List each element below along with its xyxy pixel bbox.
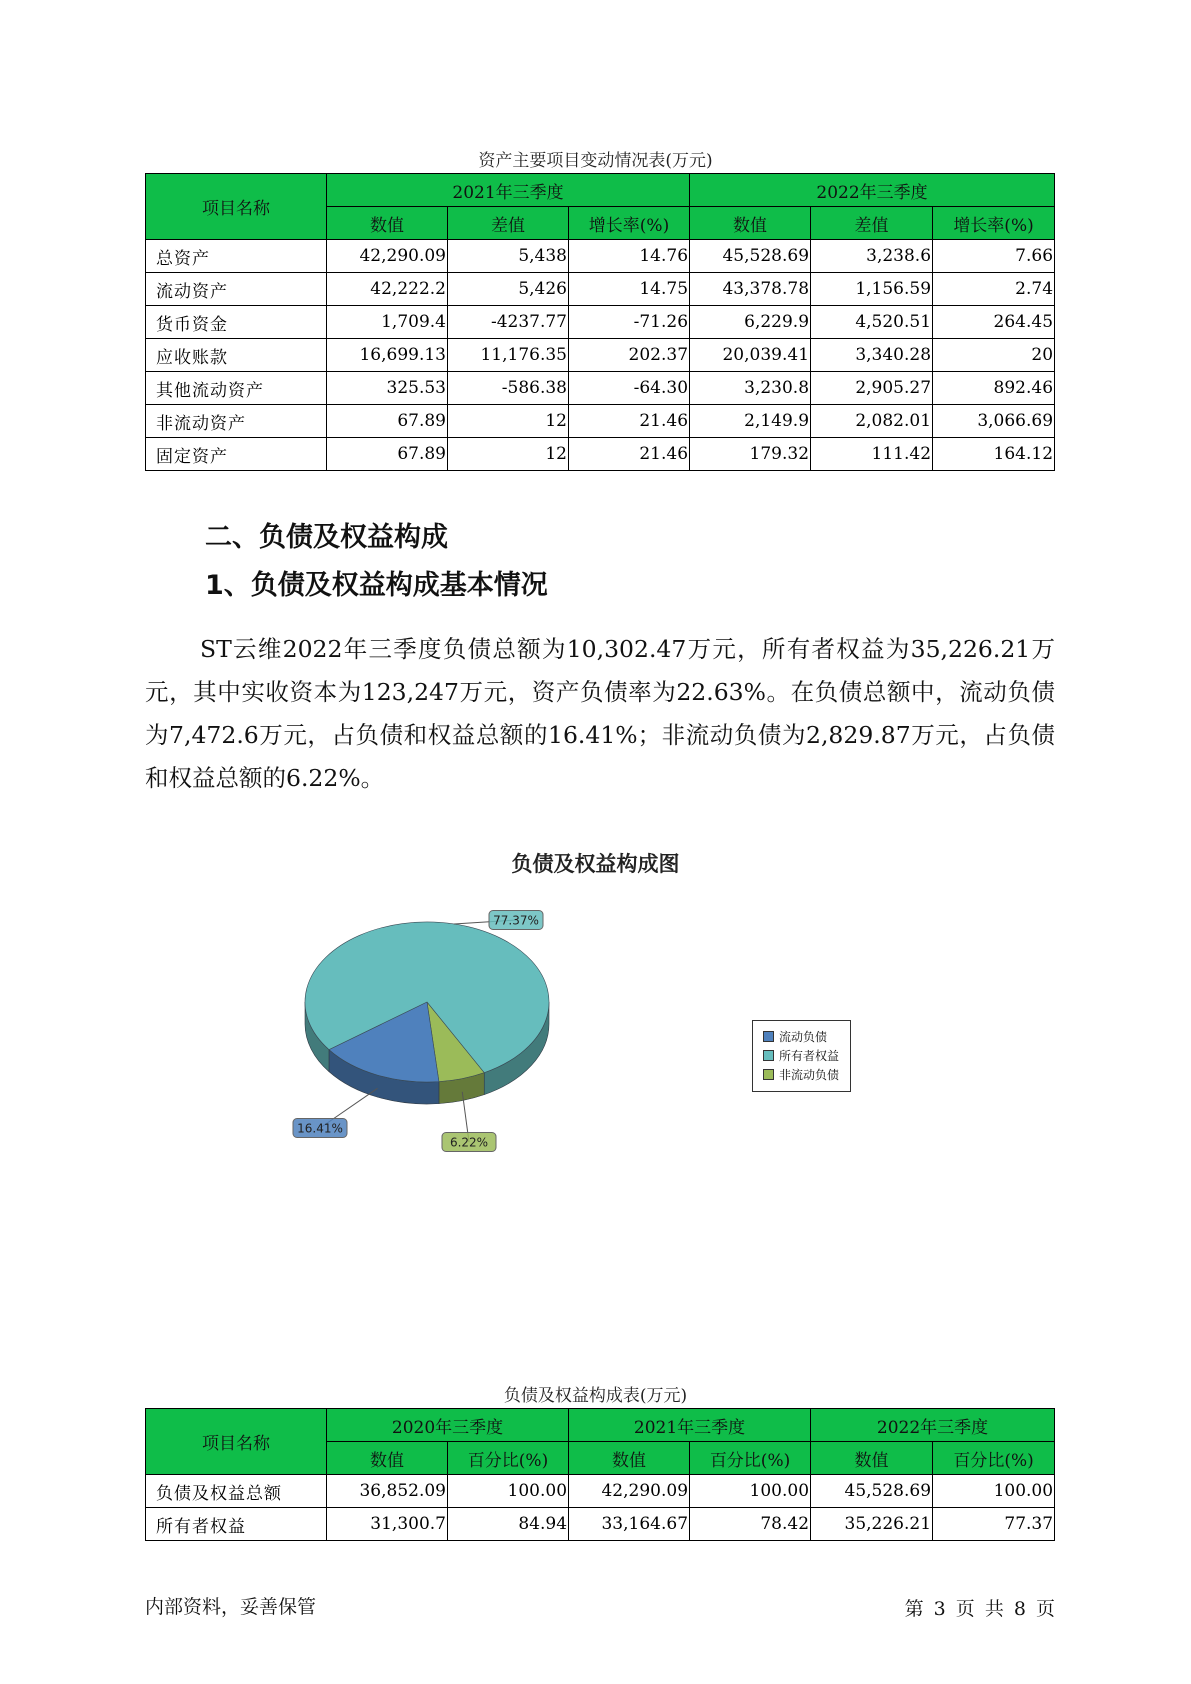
- table-cell: 77.37: [933, 1508, 1055, 1541]
- row-label: 货币资金: [146, 306, 327, 339]
- legend-label: 非流动负债: [779, 1068, 840, 1082]
- table-cell: -4237.77: [448, 306, 569, 339]
- subsection-heading: 1、负债及权益构成基本情况: [205, 570, 548, 601]
- table1-period-header: 2021年三季度: [327, 174, 690, 207]
- column-header: 增长率(%): [933, 207, 1055, 240]
- table1-period-header: 2022年三季度: [690, 174, 1055, 207]
- table-cell: 42,290.09: [569, 1475, 690, 1508]
- table-cell: -64.30: [569, 372, 690, 405]
- table-cell: 164.12: [933, 438, 1055, 471]
- row-label: 总资产: [146, 240, 327, 273]
- table2-period-header: 2020年三季度: [327, 1409, 569, 1442]
- table-cell: -586.38: [448, 372, 569, 405]
- table-cell: 5,438: [448, 240, 569, 273]
- table-cell: 12: [448, 438, 569, 471]
- table-row: [146, 1508, 1055, 1541]
- column-header: 百分比(%): [933, 1442, 1055, 1475]
- column-header: 数值: [690, 207, 811, 240]
- table-cell: 5,426: [448, 273, 569, 306]
- table-cell: 3,340.28: [811, 339, 933, 372]
- table-cell: 45,528.69: [690, 240, 811, 273]
- table-cell: 179.32: [690, 438, 811, 471]
- table-cell: 14.75: [569, 273, 690, 306]
- table-cell: 20,039.41: [690, 339, 811, 372]
- table-row: [146, 1475, 1055, 1508]
- column-header: 数值: [327, 1442, 448, 1475]
- chart-title: 负债及权益构成图: [511, 852, 680, 876]
- table2-period-header: 2021年三季度: [569, 1409, 811, 1442]
- table-cell: 100.00: [448, 1475, 569, 1508]
- legend-swatch: [763, 1031, 774, 1042]
- table-cell: 67.89: [327, 405, 448, 438]
- row-label: 其他流动资产: [146, 372, 327, 405]
- table-cell: 31,300.7: [327, 1508, 448, 1541]
- table-cell: 14.76: [569, 240, 690, 273]
- table-cell: 3,238.6: [811, 240, 933, 273]
- column-header: 数值: [569, 1442, 690, 1475]
- liability-equity-table: [145, 1408, 1055, 1541]
- table-cell: 892.46: [933, 372, 1055, 405]
- table-cell: 2,149.9: [690, 405, 811, 438]
- legend-swatch: [763, 1050, 774, 1061]
- footer-note: 内部资料，妥善保管: [145, 1596, 317, 1618]
- table-cell: -71.26: [569, 306, 690, 339]
- table-cell: 1,709.4: [327, 306, 448, 339]
- legend-label: 所有者权益: [779, 1049, 840, 1063]
- table-cell: 21.46: [569, 405, 690, 438]
- legend-item: [763, 1065, 850, 1084]
- column-header: 数值: [327, 207, 448, 240]
- table-cell: 1,156.59: [811, 273, 933, 306]
- table-cell: 202.37: [569, 339, 690, 372]
- legend-item: [763, 1046, 850, 1065]
- table-cell: 264.45: [933, 306, 1055, 339]
- table-cell: 78.42: [690, 1508, 811, 1541]
- table-cell: 3,066.69: [933, 405, 1055, 438]
- table-cell: 35,226.21: [811, 1508, 933, 1541]
- table-cell: 45,528.69: [811, 1475, 933, 1508]
- table-cell: 43,378.78: [690, 273, 811, 306]
- table-cell: 100.00: [690, 1475, 811, 1508]
- page-number: 第 3 页 共 8 页: [904, 1598, 1055, 1620]
- data-label: 6.22%: [449, 1135, 489, 1150]
- table2-caption: 负债及权益构成表(万元): [503, 1386, 688, 1406]
- column-header: 增长率(%): [569, 207, 690, 240]
- table2-name-header: 项目名称: [146, 1409, 327, 1475]
- table1-caption: 资产主要项目变动情况表(万元): [478, 151, 713, 171]
- section-heading: 二、负债及权益构成: [205, 522, 448, 553]
- column-header: 差值: [448, 207, 569, 240]
- table-cell: 67.89: [327, 438, 448, 471]
- table-cell: 16,699.13: [327, 339, 448, 372]
- table2-period-header: 2022年三季度: [811, 1409, 1055, 1442]
- row-label: 所有者权益: [146, 1508, 327, 1541]
- summary-text: ST云维2022年三季度负债总额为10,302.47万元，所有者权益为35,226.21万元，其中实收资本为123,247万元，资产负债率为22.63%。在负债总额中，流动负债为7,472.6万元，占负债和权益总额的16.41%；非流动负债为2,829.87万元，占负债和权益总额的6.22%。: [145, 635, 1055, 792]
- legend-item: [763, 1027, 850, 1046]
- table-cell: 42,222.2: [327, 273, 448, 306]
- table-cell: 42,290.09: [327, 240, 448, 273]
- table-cell: 6,229.9: [690, 306, 811, 339]
- row-label: 非流动资产: [146, 405, 327, 438]
- table-cell: 7.66: [933, 240, 1055, 273]
- table-cell: 12: [448, 405, 569, 438]
- row-label: 负债及权益总额: [146, 1475, 327, 1508]
- table-cell: 11,176.35: [448, 339, 569, 372]
- table-cell: 111.42: [811, 438, 933, 471]
- row-label: 固定资产: [146, 438, 327, 471]
- table-cell: 325.53: [327, 372, 448, 405]
- row-label: 应收账款: [146, 339, 327, 372]
- table-cell: 20: [933, 339, 1055, 372]
- column-header: 差值: [811, 207, 933, 240]
- data-label: 16.41%: [297, 1121, 343, 1136]
- chart-legend: [752, 1020, 851, 1092]
- table1-name-header: 项目名称: [146, 174, 327, 240]
- table-cell: 36,852.09: [327, 1475, 448, 1508]
- table-cell: 84.94: [448, 1508, 569, 1541]
- legend-label: 流动负债: [779, 1030, 828, 1044]
- table-cell: 2.74: [933, 273, 1055, 306]
- data-label: 77.37%: [493, 913, 539, 928]
- column-header: 百分比(%): [690, 1442, 811, 1475]
- legend-swatch: [763, 1069, 774, 1080]
- row-label: 流动资产: [146, 273, 327, 306]
- table-cell: 2,082.01: [811, 405, 933, 438]
- column-header: 百分比(%): [448, 1442, 569, 1475]
- table-cell: 3,230.8: [690, 372, 811, 405]
- table-cell: 4,520.51: [811, 306, 933, 339]
- column-header: 数值: [811, 1442, 933, 1475]
- table-cell: 2,905.27: [811, 372, 933, 405]
- table-cell: 100.00: [933, 1475, 1055, 1508]
- table-cell: 33,164.67: [569, 1508, 690, 1541]
- table-cell: 21.46: [569, 438, 690, 471]
